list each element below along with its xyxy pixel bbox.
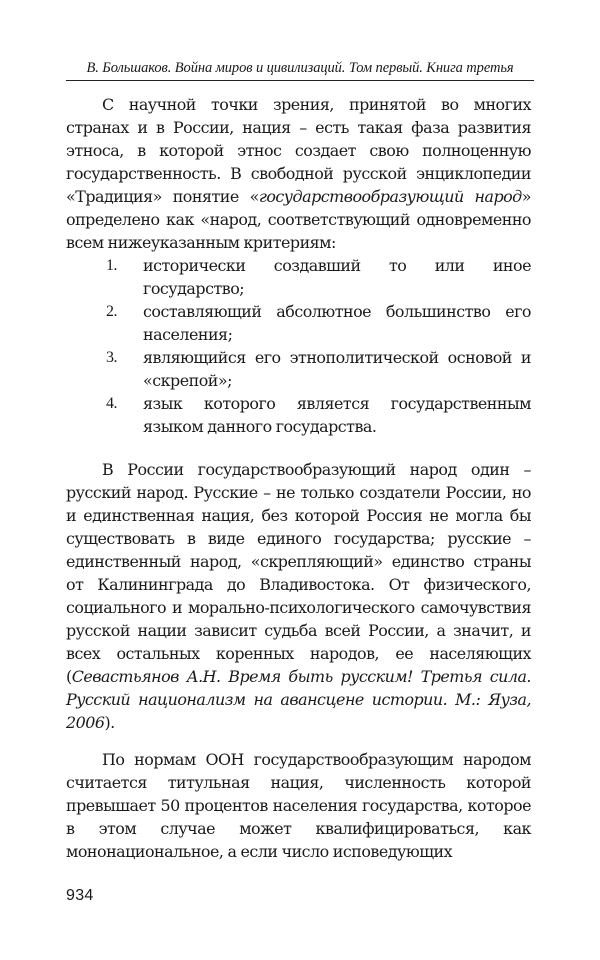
paragraph-1 [66, 93, 531, 254]
list-item-text: составляющий абсолютное большинство его населения; [143, 302, 531, 344]
header-rule [66, 80, 534, 81]
section-gap [66, 438, 531, 458]
paragraph-1-italic-term: государствообразующий народ [258, 187, 522, 206]
criteria-list [66, 254, 531, 438]
list-item-text: язык которого является государственным языком данного государства. [143, 394, 531, 436]
paragraph-2-text-a: В России государствообразующий народ один – русский народ. Русские – не только создатели России, но и единственная нация, без которой Россия не могла бы существовать в виде единого государства; русские – единственный народ, «скрепляющий» единство страны от Калининграда до Владивостока. От физического, социального и морально-психологического самочувствия русской нации зависит судьба всей России, а значит, и всех остальных коренных народов, ее населяющих ( [66, 460, 531, 686]
paragraph-2-text-b: ). [104, 713, 115, 732]
paragraph-3: По нормам ООН государствообразующим народом считается титульная нация, численность которой превышает 50 процентов населения государства, которое в этом случае может квалифицироваться, как мононациональное, а если число исповедующих [66, 750, 531, 861]
list-item-number: 1. [106, 257, 117, 274]
list-item-text: исторически создавший то или иное государство; [143, 256, 531, 298]
running-head: В. Большаков. Война миров и цивилизаций. Том первый. Книга третья [86, 60, 514, 76]
list-item-number: 3. [106, 349, 117, 366]
paragraph-2-italic-citation: Севастьянов А.Н. Время быть русским! Третья сила. Русский национализм на авансцене истории. М.: Яуза, 2006 [66, 667, 531, 732]
list-item-number: 4. [106, 395, 117, 412]
paragraph-2 [66, 458, 531, 734]
body-text [66, 93, 531, 863]
list-item [66, 392, 531, 438]
list-item-number: 2. [106, 303, 117, 320]
list-item-text: являющийся его этнополитической основой и «скрепой»; [143, 348, 531, 390]
page-number: 934 [66, 887, 94, 904]
list-item [66, 346, 531, 392]
paragraph-1-text-b: » определено как «народ, соответствующий одновременно всем нижеуказанным критериям: [66, 187, 531, 252]
paragraph-1-text-a: С научной точки зрения, принятой во многих странах и в России, нация – есть такая фаза развития этноса, в которой этнос создает свою полноценную государственность. В свободной русской энциклопедии «Традиция» понятие « [66, 95, 531, 206]
list-item [66, 300, 531, 346]
list-item [66, 254, 531, 300]
